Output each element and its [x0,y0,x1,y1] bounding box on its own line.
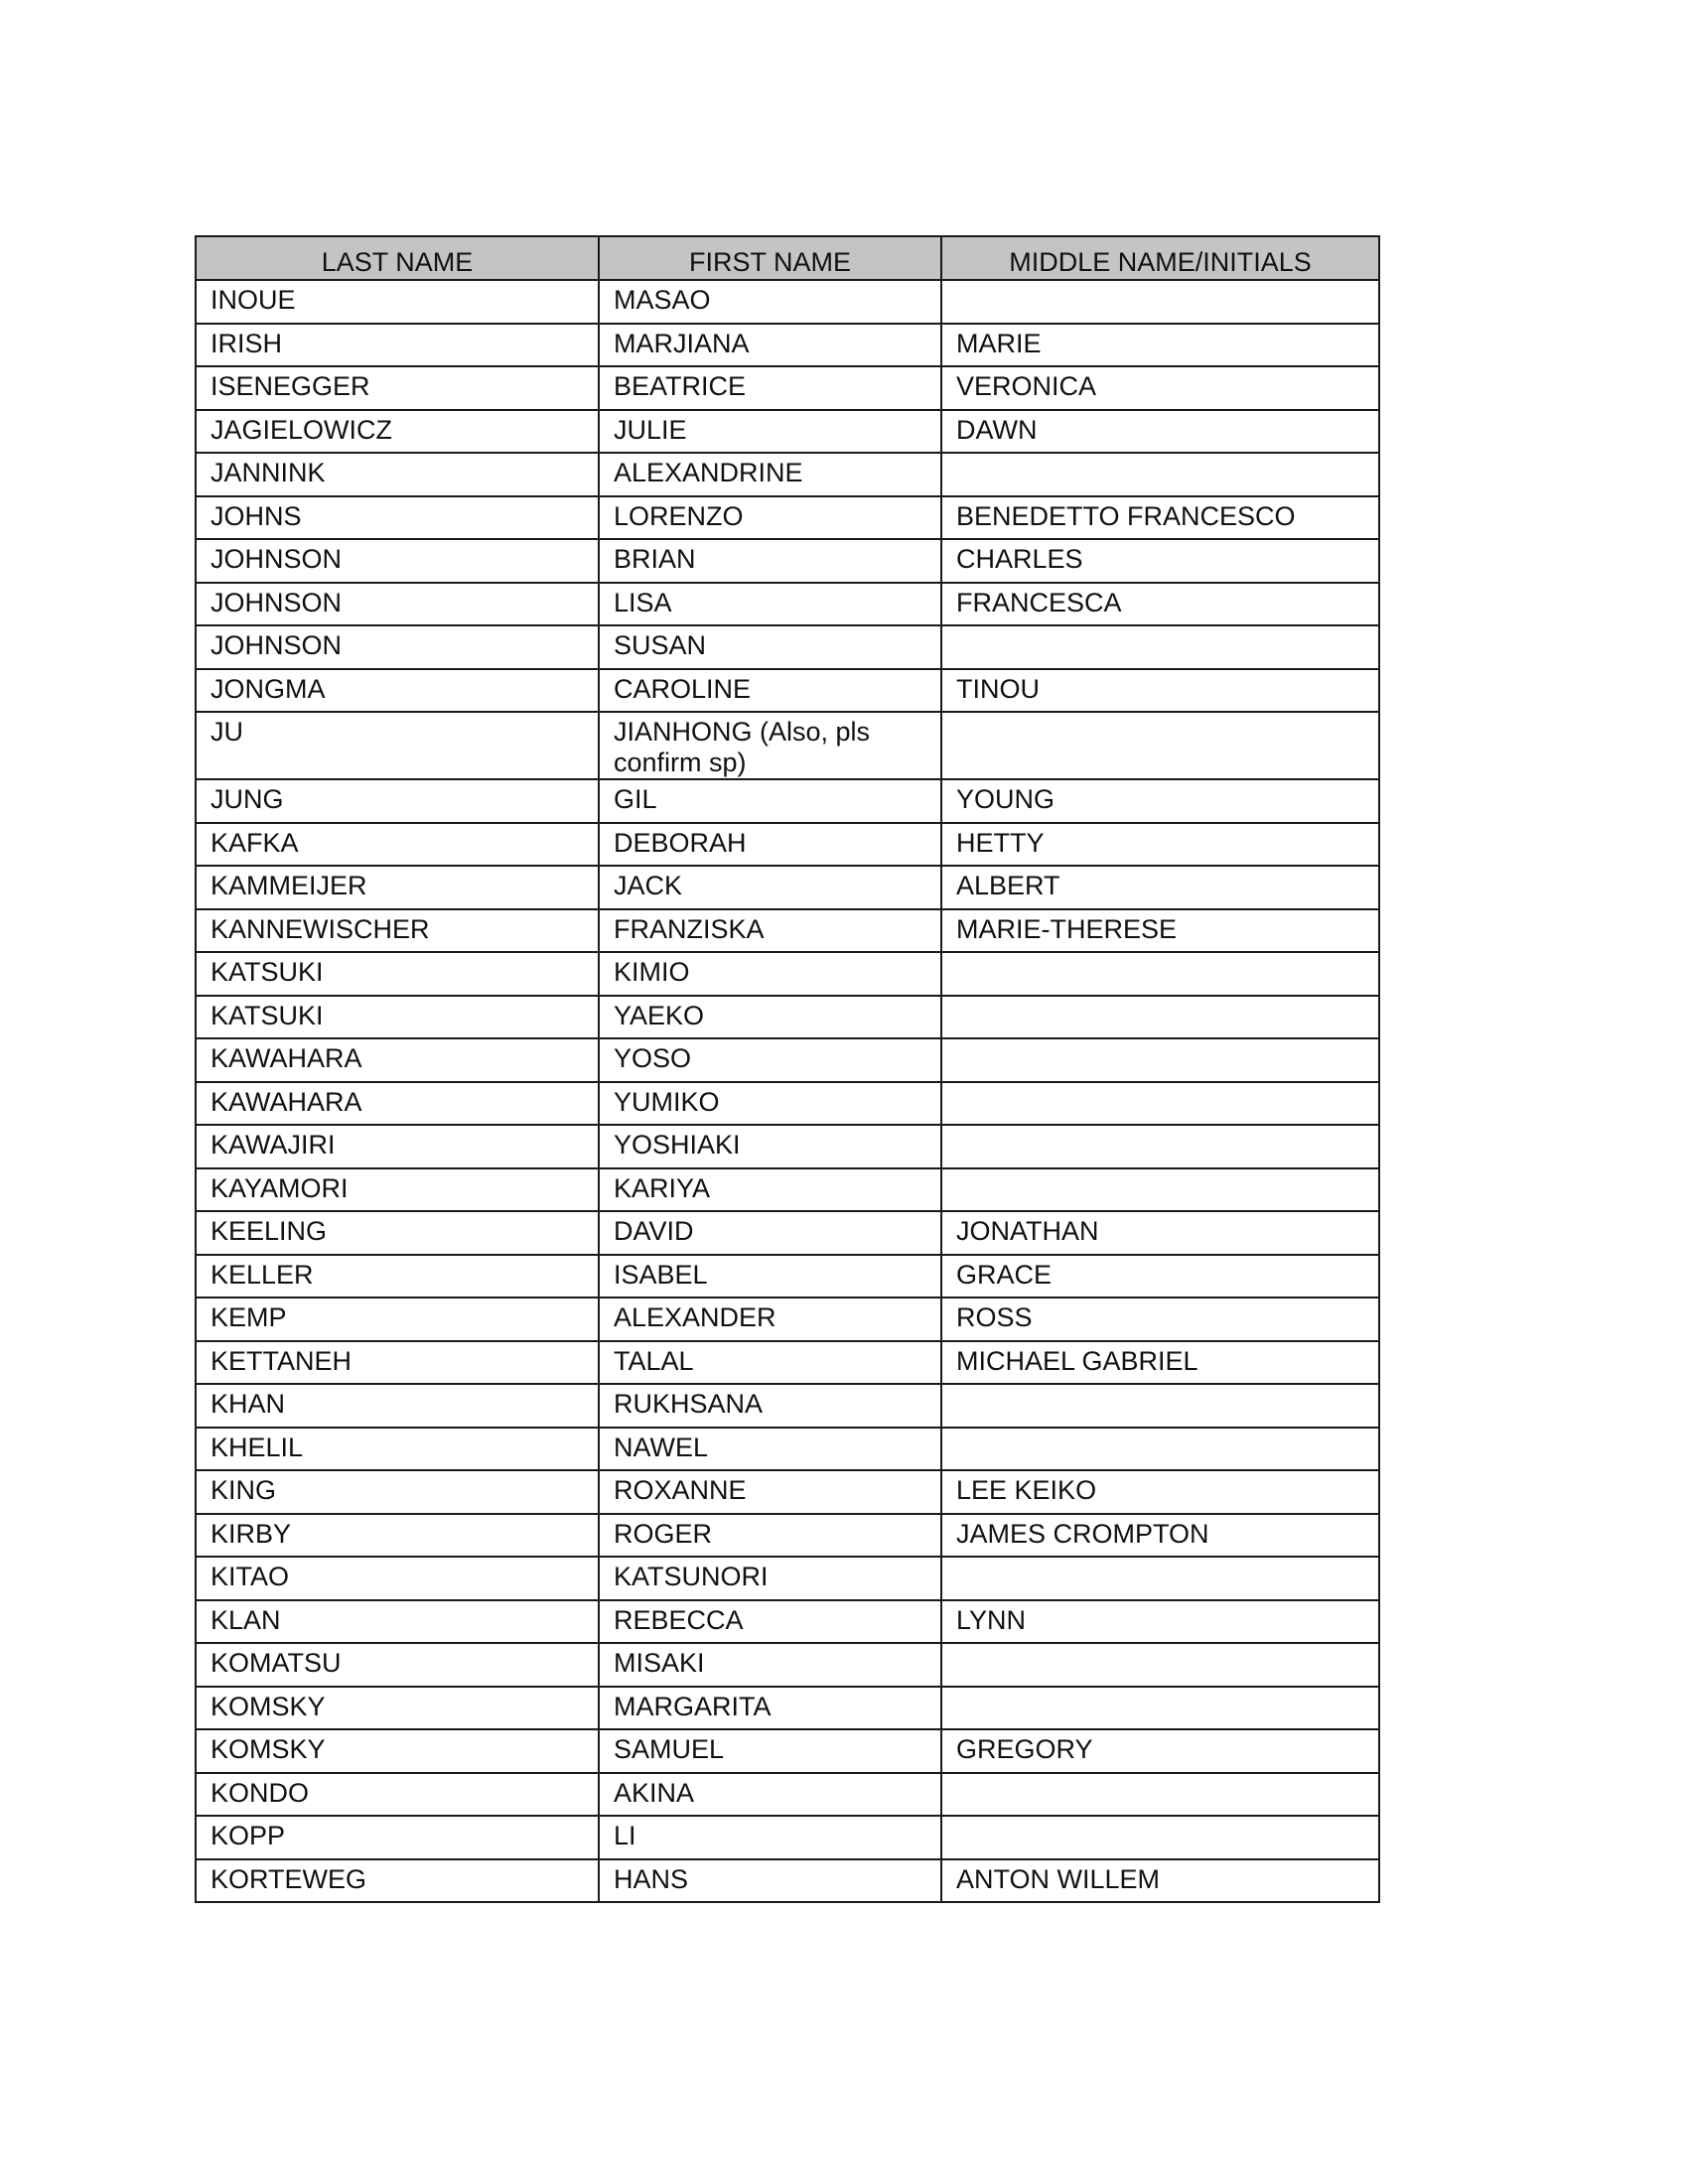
header-last-name: LAST NAME [196,236,599,280]
last-name-cell: ISENEGGER [196,366,599,410]
table-row [196,1428,1379,1471]
first-name-cell: FRANZISKA [599,909,941,953]
table-row [196,1168,1379,1212]
middle-name-cell: MARIE-THERESE [941,909,1379,953]
first-name-cell: MARJIANA [599,324,941,367]
last-name-cell: KETTANEH [196,1341,599,1385]
last-name-cell: KONDO [196,1773,599,1817]
table-row [196,1557,1379,1600]
first-name-cell: MASAO [599,280,941,324]
table-row [196,410,1379,454]
middle-name-cell: LYNN [941,1600,1379,1644]
middle-name-cell: ANTON WILLEM [941,1859,1379,1903]
middle-name-cell [941,712,1379,779]
last-name-cell: JOHNS [196,496,599,540]
last-name-cell: IRISH [196,324,599,367]
last-name-cell: KATSUKI [196,996,599,1039]
last-name-cell: JU [196,712,599,779]
middle-name-cell: ROSS [941,1297,1379,1341]
first-name-cell: KARIYA [599,1168,941,1212]
last-name-cell: KEELING [196,1211,599,1255]
last-name-cell: JOHNSON [196,583,599,626]
first-name-cell: SUSAN [599,625,941,669]
middle-name-cell: GRACE [941,1255,1379,1298]
middle-name-cell: DAWN [941,410,1379,454]
header-row [196,236,1379,280]
middle-name-cell [941,625,1379,669]
table-body [196,280,1379,1902]
last-name-cell: KANNEWISCHER [196,909,599,953]
last-name-cell: KIRBY [196,1514,599,1558]
middle-name-cell [941,1082,1379,1126]
header-middle-name: MIDDLE NAME/INITIALS [941,236,1379,280]
middle-name-cell [941,1816,1379,1859]
middle-name-cell [941,280,1379,324]
middle-name-cell: MARIE [941,324,1379,367]
last-name-cell: KAWAHARA [196,1082,599,1126]
middle-name-cell [941,1428,1379,1471]
first-name-cell: DAVID [599,1211,941,1255]
last-name-cell: KELLER [196,1255,599,1298]
middle-name-cell: MICHAEL GABRIEL [941,1341,1379,1385]
first-name-cell: REBECCA [599,1600,941,1644]
first-name-cell: KIMIO [599,952,941,996]
last-name-cell: JANNINK [196,453,599,496]
table-row [196,712,1379,779]
middle-name-cell: VERONICA [941,366,1379,410]
table-row [196,952,1379,996]
middle-name-cell [941,952,1379,996]
middle-name-cell [941,1643,1379,1687]
last-name-cell: KLAN [196,1600,599,1644]
last-name-cell: KOMATSU [196,1643,599,1687]
last-name-cell: KAWAJIRI [196,1125,599,1168]
first-name-cell: ROGER [599,1514,941,1558]
table-row [196,539,1379,583]
first-name-cell: CAROLINE [599,669,941,713]
last-name-cell: KING [196,1470,599,1514]
middle-name-cell: BENEDETTO FRANCESCO [941,496,1379,540]
last-name-cell: KOPP [196,1816,599,1859]
table-row [196,1859,1379,1903]
table-row [196,669,1379,713]
table-row [196,909,1379,953]
first-name-cell: JIANHONG (Also, pls confirm sp) [599,712,941,779]
last-name-cell: INOUE [196,280,599,324]
first-name-cell: BEATRICE [599,366,941,410]
first-name-cell: LI [599,1816,941,1859]
middle-name-cell: LEE KEIKO [941,1470,1379,1514]
middle-name-cell [941,1038,1379,1082]
last-name-cell: KITAO [196,1557,599,1600]
table-row [196,779,1379,823]
last-name-cell: KATSUKI [196,952,599,996]
table-row [196,1687,1379,1730]
table-row [196,1643,1379,1687]
table-row [196,324,1379,367]
last-name-cell: KHELIL [196,1428,599,1471]
table-row [196,1341,1379,1385]
first-name-cell: ISABEL [599,1255,941,1298]
table-row [196,1125,1379,1168]
middle-name-cell [941,453,1379,496]
last-name-cell: JOHNSON [196,539,599,583]
middle-name-cell [941,1773,1379,1817]
last-name-cell: KORTEWEG [196,1859,599,1903]
last-name-cell: JUNG [196,779,599,823]
table-row [196,1514,1379,1558]
table-row [196,1038,1379,1082]
table-header [196,236,1379,280]
names-table [195,235,1380,1903]
last-name-cell: KAMMEIJER [196,866,599,909]
last-name-cell: JOHNSON [196,625,599,669]
first-name-cell: RUKHSANA [599,1384,941,1428]
middle-name-cell: HETTY [941,823,1379,867]
last-name-cell: JAGIELOWICZ [196,410,599,454]
first-name-cell: NAWEL [599,1428,941,1471]
table-row [196,1297,1379,1341]
last-name-cell: KOMSKY [196,1687,599,1730]
table-row [196,1816,1379,1859]
first-name-cell: KATSUNORI [599,1557,941,1600]
last-name-cell: KAYAMORI [196,1168,599,1212]
table-row [196,496,1379,540]
middle-name-cell: GREGORY [941,1729,1379,1773]
first-name-cell: ROXANNE [599,1470,941,1514]
table-row [196,366,1379,410]
first-name-cell: YUMIKO [599,1082,941,1126]
middle-name-cell: CHARLES [941,539,1379,583]
first-name-cell: LORENZO [599,496,941,540]
first-name-cell: ALEXANDRINE [599,453,941,496]
first-name-cell: GIL [599,779,941,823]
table-row [196,1729,1379,1773]
middle-name-cell: FRANCESCA [941,583,1379,626]
header-first-name: FIRST NAME [599,236,941,280]
table-row [196,866,1379,909]
first-name-cell: JACK [599,866,941,909]
table-row [196,453,1379,496]
middle-name-cell: JONATHAN [941,1211,1379,1255]
first-name-cell: AKINA [599,1773,941,1817]
first-name-cell: YAEKO [599,996,941,1039]
first-name-cell: MARGARITA [599,1687,941,1730]
middle-name-cell [941,996,1379,1039]
table-row [196,280,1379,324]
middle-name-cell: JAMES CROMPTON [941,1514,1379,1558]
last-name-cell: KHAN [196,1384,599,1428]
first-name-cell: BRIAN [599,539,941,583]
last-name-cell: KOMSKY [196,1729,599,1773]
first-name-cell: SAMUEL [599,1729,941,1773]
last-name-cell: KAWAHARA [196,1038,599,1082]
middle-name-cell: YOUNG [941,779,1379,823]
table-row [196,996,1379,1039]
first-name-cell: YOSHIAKI [599,1125,941,1168]
table-row [196,823,1379,867]
last-name-cell: JONGMA [196,669,599,713]
last-name-cell: KAFKA [196,823,599,867]
table-row [196,1600,1379,1644]
table-row [196,1470,1379,1514]
first-name-cell: ALEXANDER [599,1297,941,1341]
first-name-cell: DEBORAH [599,823,941,867]
table-row [196,1082,1379,1126]
table-row [196,1211,1379,1255]
middle-name-cell: TINOU [941,669,1379,713]
table-row [196,625,1379,669]
first-name-cell: LISA [599,583,941,626]
middle-name-cell [941,1557,1379,1600]
last-name-cell: KEMP [196,1297,599,1341]
middle-name-cell [941,1384,1379,1428]
first-name-cell: TALAL [599,1341,941,1385]
middle-name-cell: ALBERT [941,866,1379,909]
middle-name-cell [941,1168,1379,1212]
first-name-cell: MISAKI [599,1643,941,1687]
middle-name-cell [941,1687,1379,1730]
first-name-cell: YOSO [599,1038,941,1082]
first-name-cell: HANS [599,1859,941,1903]
first-name-cell: JULIE [599,410,941,454]
table-row [196,1773,1379,1817]
table-row [196,1384,1379,1428]
table-row [196,1255,1379,1298]
table-row [196,583,1379,626]
middle-name-cell [941,1125,1379,1168]
